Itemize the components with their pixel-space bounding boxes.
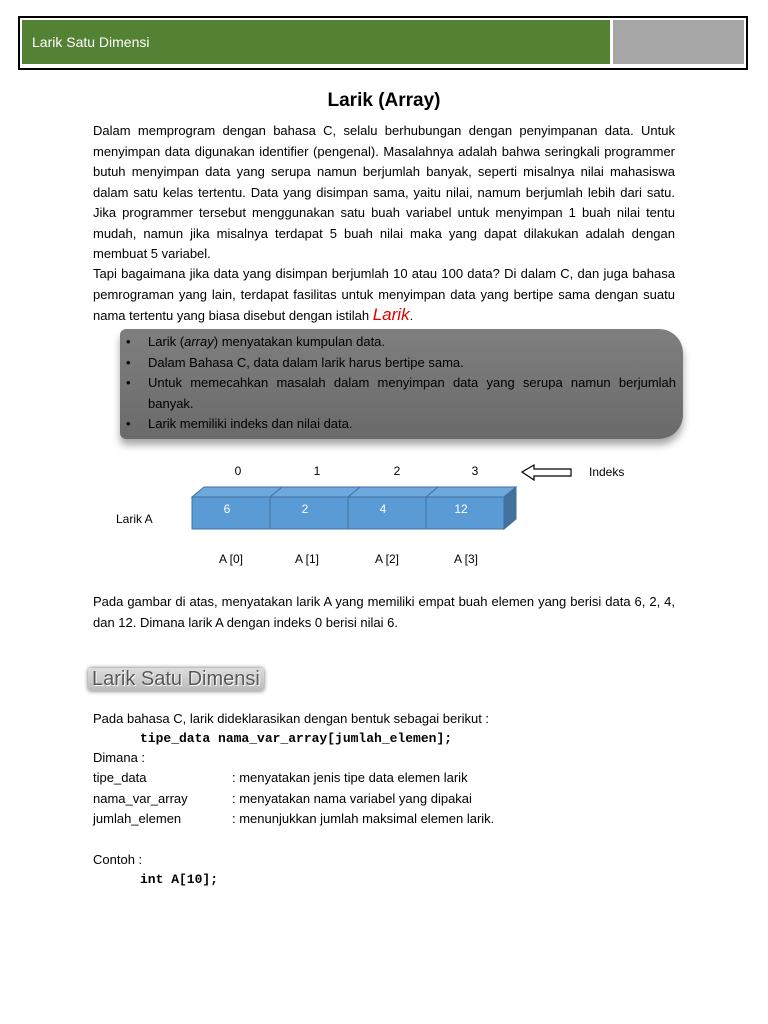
def-term: tipe_data: [93, 770, 147, 785]
intro-p2-end: .: [409, 308, 414, 323]
bullet-1-pre: Larik (: [148, 334, 185, 349]
cell-value: 2: [301, 502, 309, 516]
cell-value: 6: [223, 502, 231, 516]
larik-highlight: Larik: [372, 305, 410, 324]
index-number: 1: [313, 464, 321, 478]
index-number: 3: [471, 464, 479, 478]
intro-p1-text: Dalam memprogram dengan bahasa C, selalu berhubungan dengan penyimpanan data. Untuk menyimpan data digunakan identifier (pengenal). Masalahnya adalah bahwa seringkali programmer butuh menyimpan data yang serupa namun berjumlah banyak, seperti misalnya nilai mahasiswa dalam satu kelas tertentu. Data yang disimpan sama, yaitu nilai, namum berjumlah lebih dari satu. Jika programmer tersebut menggunakan satu buah variabel untuk menyimpan 1 buah nilai tentu mudah, namun jika misalnya terdapat 5 buah nilai maka yang dapat dilakukan adalah dengan membuat 5 variabel.: [93, 123, 675, 261]
def-desc: : menunjukkan jumlah maksimal elemen larik.: [232, 811, 495, 826]
bullet-item: • Dalam Bahasa C, data dalam larik harus bertipe sama.: [126, 353, 676, 374]
index-number: 2: [393, 464, 401, 478]
index-label: Indeks: [589, 465, 625, 479]
element-label: A [0]: [218, 552, 244, 566]
header-title: Larik Satu Dimensi: [22, 20, 610, 64]
bullet-item: • Untuk memecahkan masalah dalam menyimpan data yang serupa namun berjumlah banyak.: [126, 373, 676, 414]
diagram-caption: [93, 592, 675, 633]
cell-value: 4: [379, 502, 387, 516]
def-term: jumlah_elemen: [93, 811, 182, 826]
def-desc: : menyatakan jenis tipe data elemen larik: [232, 770, 468, 785]
diagram-caption-text: Pada gambar di atas, menyatakan larik A yang memiliki empat buah elemen yang berisi data 6, 2, 4, dan 12. Dimana larik A dengan indeks 0 berisi nilai 6.: [93, 594, 675, 630]
def-desc: : menyatakan nama variabel yang dipakai: [232, 791, 472, 806]
element-label: A [2]: [374, 552, 400, 566]
dimana-label: Dimana :: [93, 750, 146, 765]
bullet-1-em: array: [184, 334, 214, 349]
syntax-code: tipe_data nama_var_array[jumlah_elemen];: [140, 731, 453, 746]
contoh-label: Contoh :: [93, 852, 143, 867]
element-label: A [3]: [453, 552, 479, 566]
page-title: Larik (Array): [327, 90, 441, 111]
section-heading: Larik Satu Dimensi: [88, 668, 264, 691]
bullet-item: • Larik memiliki indeks dan nilai data.: [126, 414, 676, 435]
bullet-1-post: ) menyatakan kumpulan data.: [213, 334, 386, 349]
array-label: Larik A: [116, 512, 153, 526]
element-label: A [1]: [294, 552, 320, 566]
section-intro: Pada bahasa C, larik dideklarasikan dengan bentuk sebagai berikut :: [93, 711, 490, 726]
def-term: nama_var_array: [93, 791, 188, 806]
index-number: 0: [234, 464, 242, 478]
example-code: int A[10];: [140, 872, 219, 887]
intro-p2-text: Tapi bagaimana jika data yang disimpan berjumlah 10 atau 100 data? Di dalam C, dan juga bahasa pemrograman yang lain, terdapat fasilitas untuk menyimpan data yang bertipe sama dengan suatu nama tertentu yang biasa disebut dengan istilah: [93, 266, 675, 323]
index-arrow-icon: [522, 465, 571, 480]
cell-value: 12: [454, 502, 468, 516]
